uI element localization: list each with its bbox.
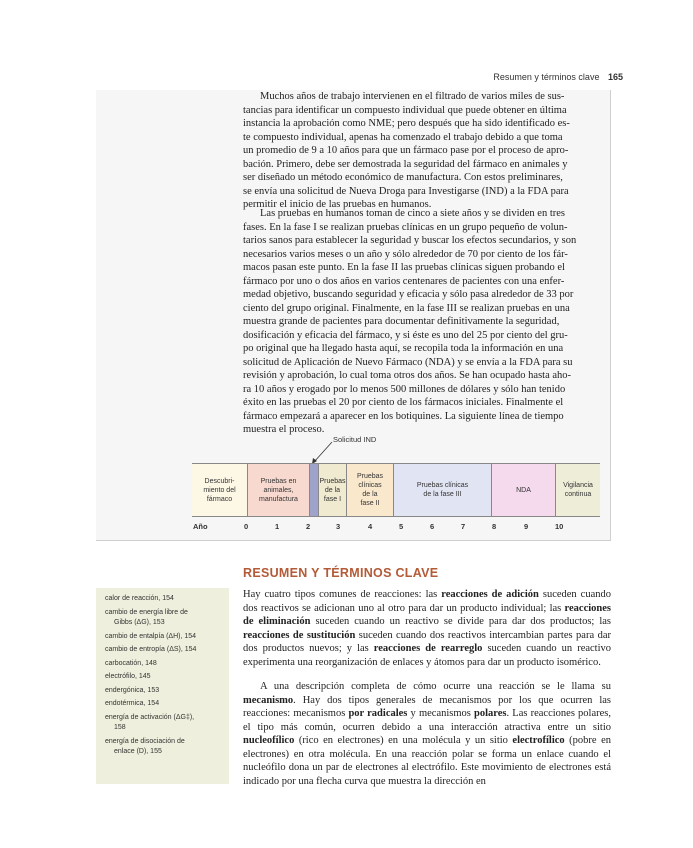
segment-label: Vigilancia continua [563,482,593,498]
key-term-inline: electrofílico [512,735,565,746]
year-tick-label: 8 [492,522,497,531]
key-term: energía de disociación de enlace (D), 155 [105,737,185,755]
key-term-inline: por radicales [348,708,408,719]
year-tick-label: 10 [555,522,564,531]
timeline-segment-phase1 [319,463,347,517]
key-terms-sidebar [96,588,229,784]
key-term: cambio de energía libre de Gibbs (ΔG), 153 [105,608,188,626]
running-head [493,72,623,82]
segment-label: Pruebas de la fase I [319,477,346,503]
key-term: endergónica, 153 [105,686,160,694]
segment-label: Pruebas en animales, manufactura [259,477,298,503]
text-run: suceden cuando un reactivo experimenta una reorganización de enlaces y átomos para dar un producto isomérico. [243,643,612,668]
key-term-inline: mecanismo [243,694,294,706]
segment-label: Pruebas clínicas de la fase II [356,473,384,507]
key-term-inline: reacciones de adición [441,589,539,600]
text-run: . Hay dos tipos generales de mecanismos por los que ocurren las reacciones: mecanismos [243,694,611,719]
timeline-segment-surveillance [556,463,600,517]
key-term: endotérmica, 154 [105,700,160,707]
year-tick-label: 0 [244,522,249,531]
text-run: y mecanismos [407,708,475,719]
year-tick-label: 5 [399,522,404,531]
ind-label: Solicitud IND [333,435,377,444]
intro-paragraph-1: Muchos años de trabajo intervienen en el filtrado de varios miles de sus- tancias para identificar un compuesto individual que puede obtener en última instancia la aprobación como NME; pero después que ha sido identificado es- te compuesto individual, apenas ha comenzado el trabajo debido a que toma un promedio de 9 a 10 años para que un fármaco pase por el proceso de apro- bación. Primero, debe ser demostrada la seguridad del fármaco en animales y ser diseñado un método económico de manufactura. Con estos preliminares, se envía una solicitud de Nueva Droga para Investigarse (IND) a la FDA para permitir el inicio de las pruebas en humanos. [243,91,570,210]
key-term: energía de activación (ΔG‡), 158 [105,713,195,731]
year-tick-label: 4 [368,522,373,531]
key-term: cambio de entropía (ΔS), 154 [105,646,197,653]
text-run: suceden cuando un reactivo se divide para dar dos productos; las [310,616,612,627]
text-run: suceden cuando dos reactivos intercambian partes para dar dos productos nuevos; y las [243,629,611,654]
page-number: 165 [607,72,623,82]
year-tick-label: 9 [524,522,529,531]
intro-paragraph-2: Las pruebas en humanos toman de cinco a siete años y se dividen en tres fases. En la fase I se realizan pruebas clínicas en un grupo pequeño de volun- tarios sanos para establecer la seguridad y buscar los efectos secundarios, y son necesarios varios meses o un año y sólo alrededor de 70 por ciento de los fár- macos pasan este punto. En la fase II las pruebas clínicas siguen probando el fármaco por uno o dos años en varios centenares de pacientes con una enfer- medad objetivo, buscando seguridad y eficacia y sólo pasa alrededor de 33 por ciento del grupo original. Finalmente, en la fase III se realizan pruebas en una muestra grande de pacientes para documentar definitivamente la seguridad, dosificación y eficacia del fármaco, y si éste es uno del 25 por ciento del gru- po original que ha llegado hasta aquí, se recopila toda la información en una solicitud de Aplicación de Nuevo Fármaco (NDA) y se envía a la FDA para su revisión y aprobación, lo cual toma otros dos años. Se han ocupado hasta aho- ra 10 años y erogado por lo menos 500 millones de dólares y sólo han tenido éxito en las pruebas el 20 por ciento de los fármacos iniciales. Finalmente el fármaco empezará a aparecer en los botiquines. La siguiente línea de tiempo muestra el proceso. [243,208,577,435]
year-tick-label: 1 [275,522,280,531]
segment-label: NDA [516,486,531,494]
key-term-inline: nucleofílico [243,735,295,746]
year-tick-label: 2 [306,522,311,531]
text-run: Hay cuatro tipos comunes de reacciones: las [243,589,442,600]
timeline-segment-phase3 [394,463,492,517]
timeline-segment-nda [492,463,556,517]
segment-label: Descubri- miento del fármaco [203,477,236,503]
timeline-segment-discovery [192,463,248,517]
text-run: suceden cuando dos reactivos se adicionan uno al otro para dar un producto individual; las [243,589,611,614]
key-term-inline: polares [474,708,507,719]
text-run: (pobre en electrones) en otra molécula. En una reacción polar se forma un enlace cuando el nucleófilo dona un par de electrones al electrófilo. Este movimiento de electrones está indicado por una flecha curva que muestra la dirección en [243,735,611,787]
summary-paragraph-2 [243,680,611,788]
section-title: RESUMEN Y TÉRMINOS CLAVE [243,566,439,580]
drug-timeline [192,463,600,517]
key-term: electrófilo, 145 [105,673,151,680]
summary-paragraph-1 [243,588,611,669]
timeline-segment-ind [310,463,319,517]
year-tick-label: 6 [430,522,435,531]
segment-label: Pruebas clínicas de la fase III [416,482,469,498]
key-term-inline: reacciones de sustitución [243,629,356,641]
running-head-title: Resumen y términos clave [493,72,600,82]
key-term: cambio de entalpía (ΔH), 154 [105,632,197,640]
timeline-segment-phase2 [347,463,394,517]
axis-label: Año [193,522,208,531]
timeline-segment-animal [248,463,310,517]
key-term: calor de reacción, 154 [105,595,174,602]
text-run: (rico en electrones) en una molécula y un sitio [294,735,513,746]
year-tick-label: 3 [336,522,341,531]
text-run: . Las reacciones polares, el tipo más común, ocurren debido a una interacción atractiva entre un sitio [243,708,612,733]
key-term: carbocatión, 148 [105,659,157,667]
year-tick-label: 7 [461,522,466,531]
text-run: A una descripción completa de cómo ocurre una reacción se le llama su [260,681,611,692]
key-term-inline: reacciones de eliminación [243,602,611,627]
key-term-inline: reacciones de rearreglo [373,643,483,654]
